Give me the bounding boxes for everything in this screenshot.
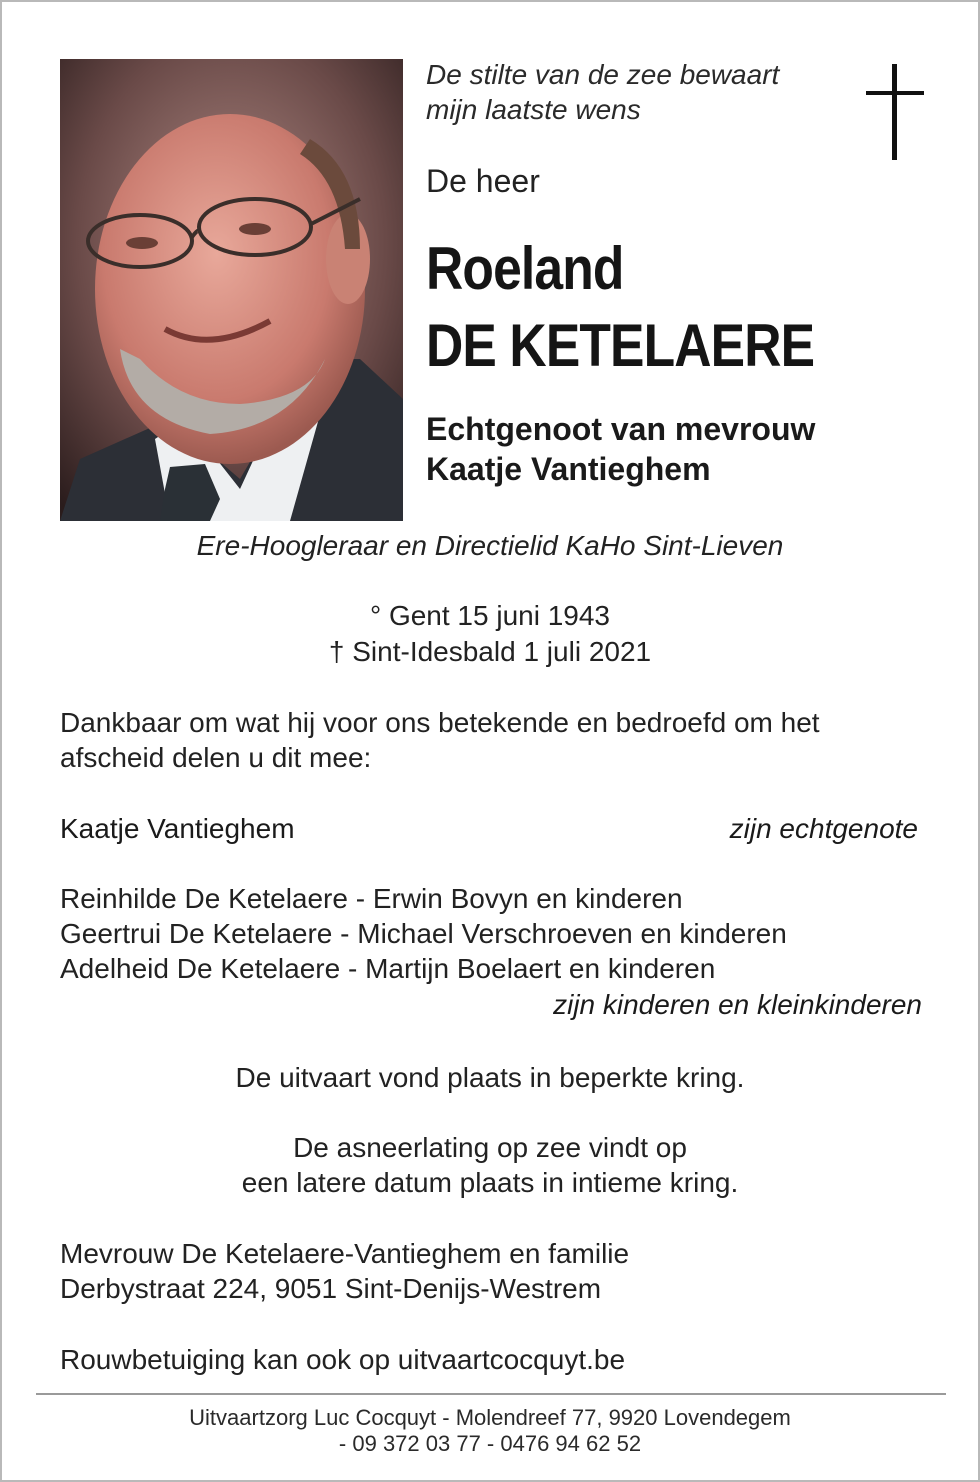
cross-icon	[866, 64, 924, 160]
spouse-line: Echtgenoot van mevrouw	[426, 411, 816, 447]
footer-line: - 09 372 03 77 - 0476 94 62 52	[338, 1431, 642, 1456]
contact-address	[60, 1236, 922, 1306]
last-name: DE KETELAERE	[426, 312, 815, 379]
child-entry: Adelheid De Ketelaere - Martijn Boelaert en kinderen	[60, 953, 716, 984]
portrait-photo	[60, 59, 403, 521]
motto-line: De stilte van de zee bewaart	[426, 59, 780, 90]
salutation: De heer	[426, 163, 540, 199]
spouse-info	[426, 409, 815, 489]
children-list	[60, 881, 922, 986]
motto-line: mijn laatste wens	[426, 94, 641, 125]
funeral-notice: De uitvaart vond plaats in beperkte kring.	[235, 1062, 745, 1093]
footer-line: Uitvaartzorg Luc Cocquyt - Molendreef 77, 9920 Lovendegem	[189, 1405, 791, 1430]
motto	[426, 57, 779, 127]
footer-divider	[36, 1393, 946, 1395]
spouse-entry-name: Kaatje Vantieghem	[60, 813, 295, 844]
death-line: † Sint-Idesbald 1 juli 2021	[328, 636, 652, 667]
intro-line: afscheid delen u dit mee:	[60, 742, 372, 773]
address-line: Derbystraat 224, 9051 Sint-Denijs-Westrem	[60, 1273, 602, 1304]
professional-title: Ere-Hoogleraar en Directielid KaHo Sint-Lieven	[196, 530, 784, 561]
birth-line: ° Gent 15 juni 1943	[369, 600, 611, 631]
spouse-line: Kaatje Vantieghem	[426, 451, 711, 487]
ashes-line: een latere datum plaats in intieme kring.	[241, 1167, 739, 1198]
ashes-line: De asneerlating op zee vindt op	[293, 1132, 687, 1163]
spouse-entry	[60, 811, 918, 846]
condolence-note: Rouwbetuiging kan ook op uitvaartcocquyt.be	[60, 1344, 626, 1375]
funeral-home-footer	[2, 1405, 978, 1457]
ashes-notice	[2, 1130, 978, 1200]
children-role: zijn kinderen en kleinkinderen	[553, 989, 922, 1020]
address-line: Mevrouw De Ketelaere-Vantieghem en familie	[60, 1238, 630, 1269]
child-entry: Geertrui De Ketelaere - Michael Verschroeven en kinderen	[60, 918, 787, 949]
child-entry: Reinhilde De Ketelaere - Erwin Bovyn en kinderen	[60, 883, 683, 914]
first-name: Roeland	[426, 235, 624, 302]
intro-text	[60, 705, 922, 775]
deceased-name	[426, 230, 814, 384]
intro-line: Dankbaar om wat hij voor ons betekende en bedroefd om het	[60, 707, 820, 738]
spouse-entry-role: zijn echtgenote	[729, 813, 918, 844]
